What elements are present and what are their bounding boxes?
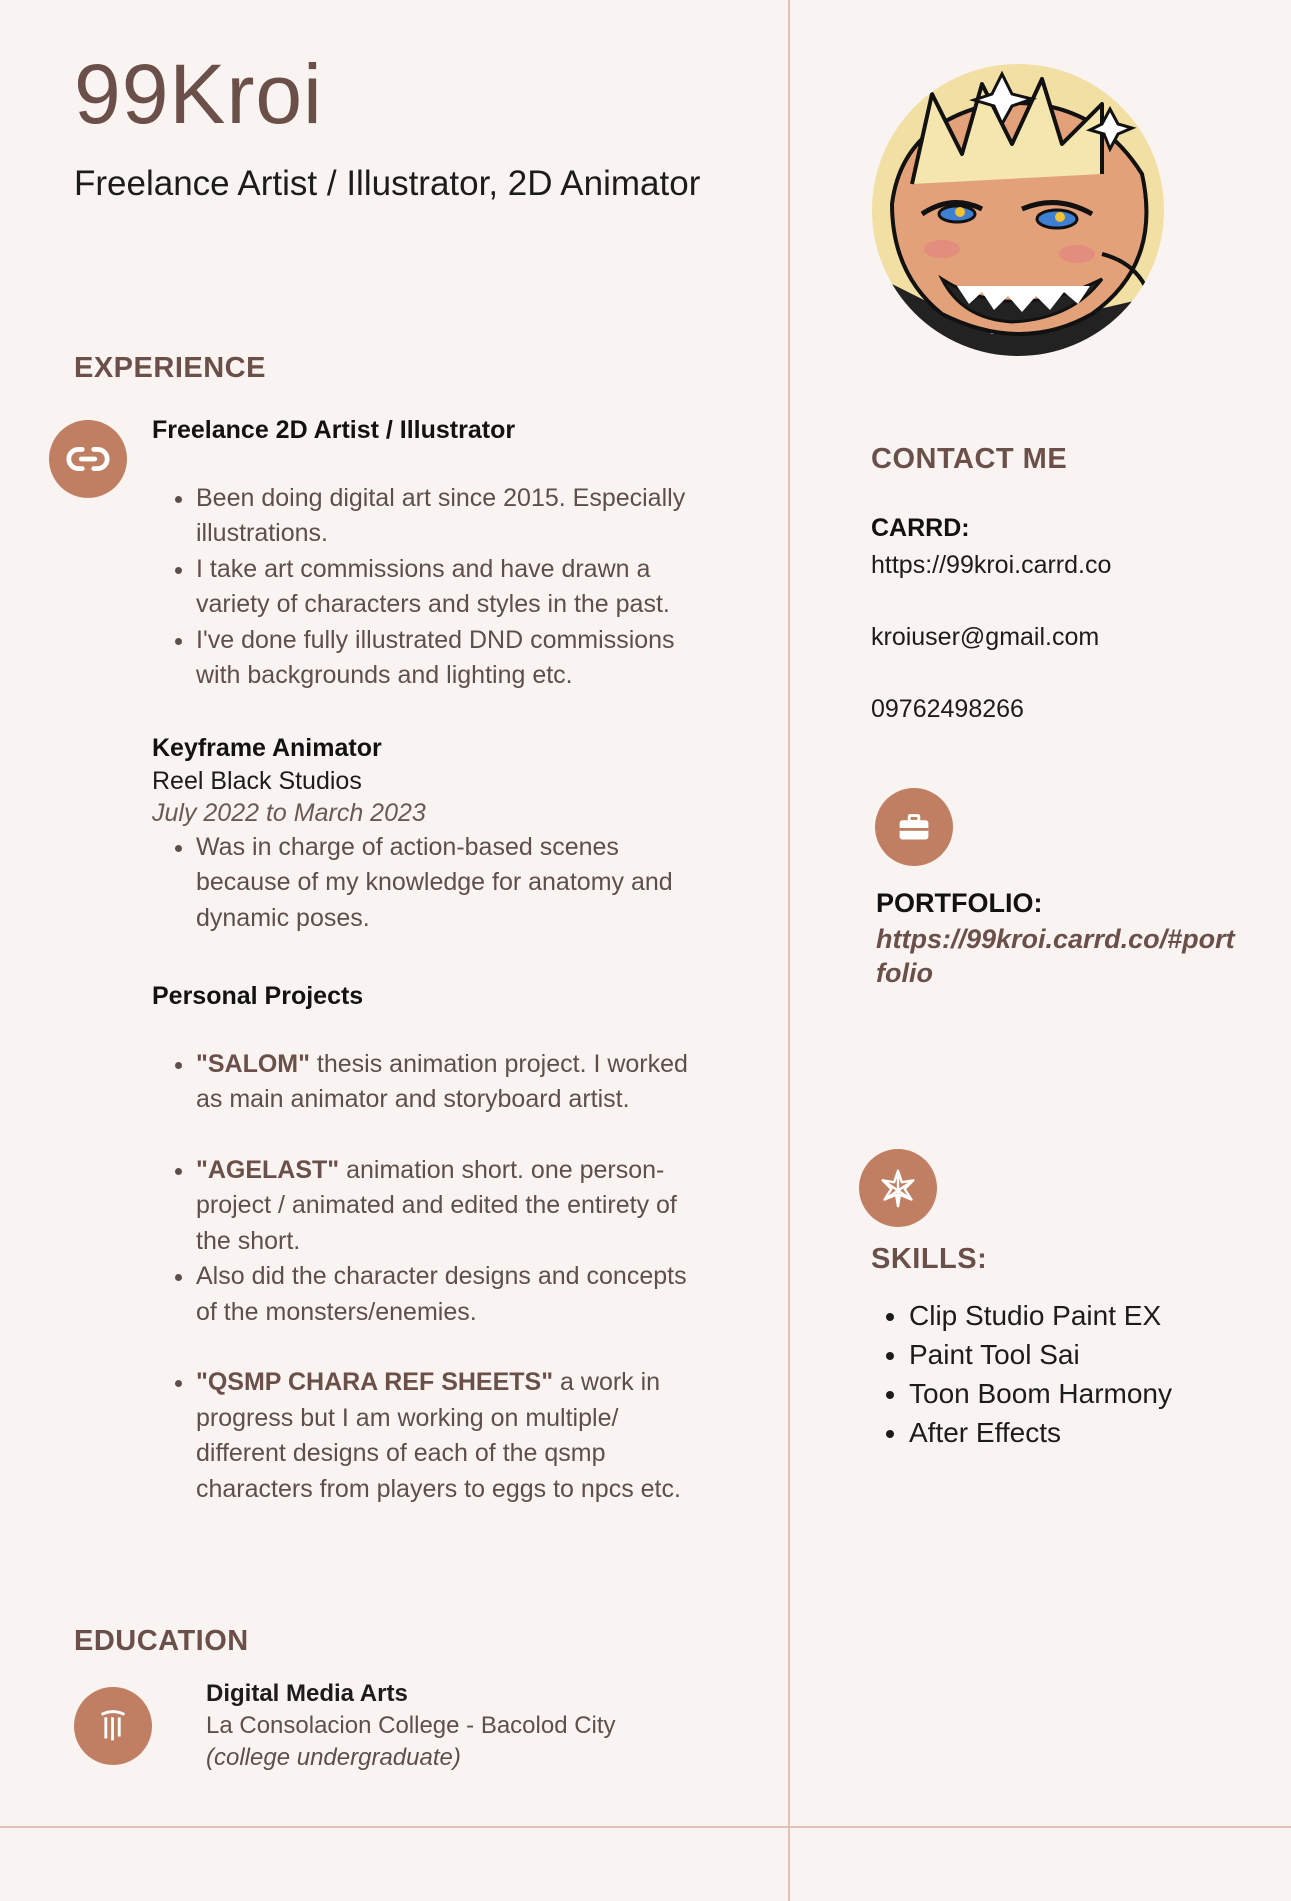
pillar-icon — [74, 1687, 152, 1765]
column-divider — [788, 0, 790, 1901]
projects-bullets — [152, 1047, 712, 1508]
project-item: • "SALOM" thesis animation project. I worked as main animator and storyboard artist. — [196, 1047, 712, 1118]
freelance-bullets — [152, 481, 712, 694]
job-title: Keyframe Animator — [152, 734, 382, 762]
project-name: "SALOM" — [196, 1049, 310, 1078]
degree: Digital Media Arts — [206, 1680, 408, 1707]
education-note: (college undergraduate) — [206, 1744, 461, 1771]
carrd-link[interactable]: https://99kroi.carrd.co — [871, 551, 1112, 579]
resume-tagline: Freelance Artist / Illustrator, 2D Animator — [74, 164, 701, 203]
star-icon — [859, 1149, 937, 1227]
education-heading: EDUCATION — [74, 1625, 249, 1657]
bullet-item: • I've done fully illustrated DND commissions with backgrounds and lighting etc. — [196, 623, 712, 694]
footer-divider — [0, 1826, 1291, 1828]
project-item: • Also did the character designs and concepts of the monsters/enemies. — [196, 1259, 712, 1330]
project-name: "QSMP CHARA REF SHEETS" — [196, 1368, 554, 1396]
school: La Consolacion College - Bacolod City — [206, 1712, 616, 1739]
skills-list — [871, 1296, 1172, 1452]
skill-item: • Clip Studio Paint EX — [909, 1296, 1172, 1335]
project-item: • "QSMP CHARA REF SHEETS" a work in progress but I am working on multiple/ different designs of each of the qsmp characters from players to eggs to npcs etc. — [196, 1365, 712, 1507]
keyframe-bullets — [152, 830, 712, 937]
email-link[interactable]: kroiuser@gmail.com — [871, 623, 1100, 651]
skill-item: • After Effects — [909, 1413, 1172, 1452]
projects-title: Personal Projects — [152, 982, 364, 1010]
experience-projects — [152, 980, 712, 1507]
experience-heading: EXPERIENCE — [74, 352, 266, 384]
job-company: Reel Black Studios — [152, 766, 362, 795]
phone-number: 09762498266 — [871, 695, 1024, 723]
skill-item: • Toon Boom Harmony — [909, 1374, 1172, 1413]
education-entry — [206, 1678, 616, 1774]
portfolio-link[interactable]: https://99kroi.carrd.co/#portfolio — [876, 924, 1235, 988]
link-icon — [49, 420, 127, 498]
briefcase-icon — [875, 788, 953, 866]
experience-freelance — [152, 414, 712, 694]
bullet-item: • Been doing digital art since 2015. Especially illustrations. — [196, 481, 712, 552]
experience-keyframe — [152, 732, 712, 936]
skill-item: • Paint Tool Sai — [909, 1335, 1172, 1374]
project-item: • "AGELAST" animation short. one person-project / animated and edited the entirety of the short. — [196, 1153, 712, 1260]
contact-heading: CONTACT ME — [871, 443, 1068, 475]
avatar — [872, 64, 1164, 356]
bullet-item: • Was in charge of action-based scenes because of my knowledge for anatomy and dynamic poses. — [196, 830, 712, 937]
skills-heading: SKILLS: — [871, 1243, 988, 1275]
bullet-item: • I take art commissions and have drawn a variety of characters and styles in the past. — [196, 552, 712, 623]
job-title: Freelance 2D Artist / Illustrator — [152, 416, 516, 444]
carrd-label: CARRD: — [871, 514, 970, 542]
project-name: "AGELAST" — [196, 1155, 340, 1184]
job-dates: July 2022 to March 2023 — [152, 799, 426, 827]
resume-name: 99Kroi — [74, 47, 323, 141]
portfolio-label: PORTFOLIO: — [876, 888, 1043, 918]
